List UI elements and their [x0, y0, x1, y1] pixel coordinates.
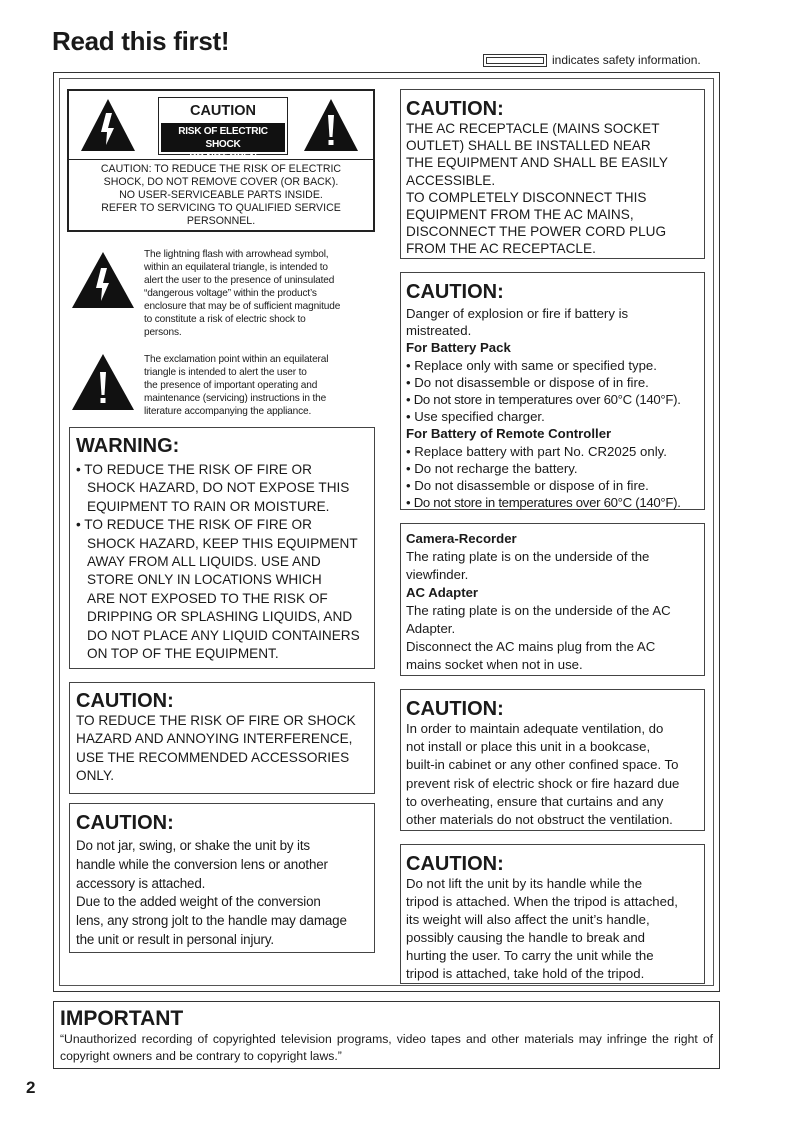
caution-battery-panel [400, 272, 705, 510]
caution-jar-text: Do not jar, swing, or shake the unit by its handle while the conversion lens or another accessory is attached. Due to the added weight of the conversion lens, any strong jolt to the handle may damage the unit or result in personal injury. [76, 838, 347, 947]
exclamation-symbol-icon [70, 352, 136, 412]
warning-heading: WARNING: [76, 435, 180, 457]
caution-battery-intro: Danger of explosion or fire if battery is mistreated. [406, 306, 629, 339]
lightning-warning-icon [79, 97, 137, 153]
risk-label [158, 97, 288, 163]
exclamation-warning-icon [302, 97, 360, 153]
caution-jar-heading: CAUTION: [76, 812, 174, 834]
caution-ventilation-text: In order to maintain adequate ventilation, do not install or place this unit in a bookcase, built-in cabinet or any other confined space. To prevent risk of electric shock or fire hazard due to overheating, ensure that curtains and any other materials do not obstruct the ventilation. [406, 721, 680, 828]
battery-pack-item: • Do not store in temperatures over 60°C (140°F). [406, 392, 681, 408]
ac-adapter-heading: AC Adapter [406, 585, 479, 600]
remote-battery-item: • Do not recharge the battery. [406, 460, 578, 476]
safety-legend-text: indicates safety information. [552, 53, 701, 67]
label-caution-header: CAUTION [189, 103, 257, 119]
caution-ventilation-panel [400, 689, 705, 831]
safety-legend [483, 53, 701, 67]
caution-tripod-panel [400, 844, 705, 984]
remote-battery-item: • Do not store in temperatures over 60°C (140°F). [406, 495, 681, 511]
risk-line-1: RISK OF ELECTRIC SHOCK [178, 126, 268, 150]
risk-box [161, 123, 285, 163]
caution-tripod-heading: CAUTION: [406, 853, 504, 875]
caution-accessories-text: TO REDUCE THE RISK OF FIRE OR SHOCK HAZARD AND ANNOYING INTERFERENCE, USE THE RECOMMENDED ACCESSORIES ONLY. [76, 713, 356, 784]
warning-bullet-1: • TO REDUCE THE RISK OF FIRE OR SHOCK HAZARD, DO NOT EXPOSE THIS EQUIPMENT TO RAIN OR MOISTURE. [76, 462, 350, 514]
page-title: Read this first! [52, 26, 230, 56]
caution-accessories-panel [69, 682, 375, 794]
caution-tripod-text: Do not lift the unit by its handle while the tripod is attached. When the tripod is attached, its weight will also affect the unit’s handle, possibly causing the handle to break and hurting the user. To carry the unit while the tripod is attached, take hold of the tripod. [406, 876, 678, 981]
warning-panel [69, 427, 375, 669]
label-notice: CAUTION: TO REDUCE THE RISK OF ELECTRIC SHOCK, DO NOT REMOVE COVER (OR BACK). NO USER-SERVICEABLE PARTS INSIDE. REFER TO SERVICING TO QUALIFIED SERVICE PERSONNEL. [100, 163, 342, 227]
remote-battery-item: • Replace battery with part No. CR2025 only. [406, 443, 667, 459]
lightning-symbol-icon [70, 250, 136, 310]
camera-recorder-heading: Camera-Recorder [406, 531, 517, 546]
safety-frame-icon [483, 54, 547, 67]
remote-battery-item: • Do not disassemble or dispose of in fire. [406, 478, 649, 494]
important-text: “Unauthorized recording of copyrighted television programs, video tapes and other materials may infringe the right of copyright owners and be contrary to copyright laws.” [60, 1032, 713, 1063]
warning-bullet-2: • TO REDUCE THE RISK OF FIRE OR SHOCK HAZARD, KEEP THIS EQUIPMENT AWAY FROM ALL LIQUIDS. USE AND STORE ONLY IN LOCATIONS WHICH ARE NOT EXPOSED TO THE RISK OF DRIPPING OR SPLASHING LIQUIDS, AND DO NOT PLACE ANY LIQUID CONTAINERS ON TOP OF THE EQUIPMENT. [76, 517, 360, 662]
caution-accessories-heading: CAUTION: [76, 690, 174, 712]
page-number: 2 [26, 1078, 36, 1097]
caution-battery-heading: CAUTION: [406, 281, 504, 303]
caution-receptacle-text: THE AC RECEPTACLE (MAINS SOCKET OUTLET) SHALL BE INSTALLED NEAR THE EQUIPMENT AND SHALL BE EASILY ACCESSIBLE. TO COMPLETELY DISCONNECT THIS EQUIPMENT FROM THE AC MAINS, DISCONNECT THE POWER CORD PLUG FROM THE AC RECEPTACLE. [406, 121, 668, 257]
caution-receptacle-panel [400, 89, 705, 259]
important-panel [53, 1001, 720, 1069]
lightning-symbol-text: The lightning flash with arrowhead symbol, within an equilateral triangle, is intended to alert the user to the presence of uninsulated “dangerous voltage” within the product’s enclosure that may be of sufficient magnitude to constitute a risk of electric shock to persons. [144, 249, 341, 338]
remote-battery-heading: For Battery of Remote Controller [406, 426, 612, 442]
camera-recorder-text: The rating plate is on the underside of the viewfinder. [406, 549, 650, 582]
battery-pack-item: • Do not disassemble or dispose of in fire. [406, 374, 649, 390]
important-heading: IMPORTANT [60, 1007, 184, 1030]
caution-jar-panel [69, 803, 375, 953]
label-divider [69, 159, 373, 160]
caution-ventilation-heading: CAUTION: [406, 698, 504, 720]
ac-adapter-text: The rating plate is on the underside of the AC Adapter. Disconnect the AC mains plug from the AC mains socket when not in use. [406, 603, 671, 672]
exclamation-symbol-text: The exclamation point within an equilateral triangle is intended to alert the user to the presence of important operating and maintenance (servicing) instructions in the literature accompanying the appliance. [144, 354, 329, 417]
battery-pack-heading: For Battery Pack [406, 340, 511, 356]
caution-label-panel [67, 89, 375, 232]
battery-pack-item: • Replace only with same or specified type. [406, 357, 657, 373]
battery-pack-item: • Use specified charger. [406, 409, 545, 425]
rating-panel [400, 523, 705, 676]
risk-line-2: DO NOT OPEN [189, 152, 257, 163]
caution-receptacle-heading: CAUTION: [406, 98, 504, 120]
